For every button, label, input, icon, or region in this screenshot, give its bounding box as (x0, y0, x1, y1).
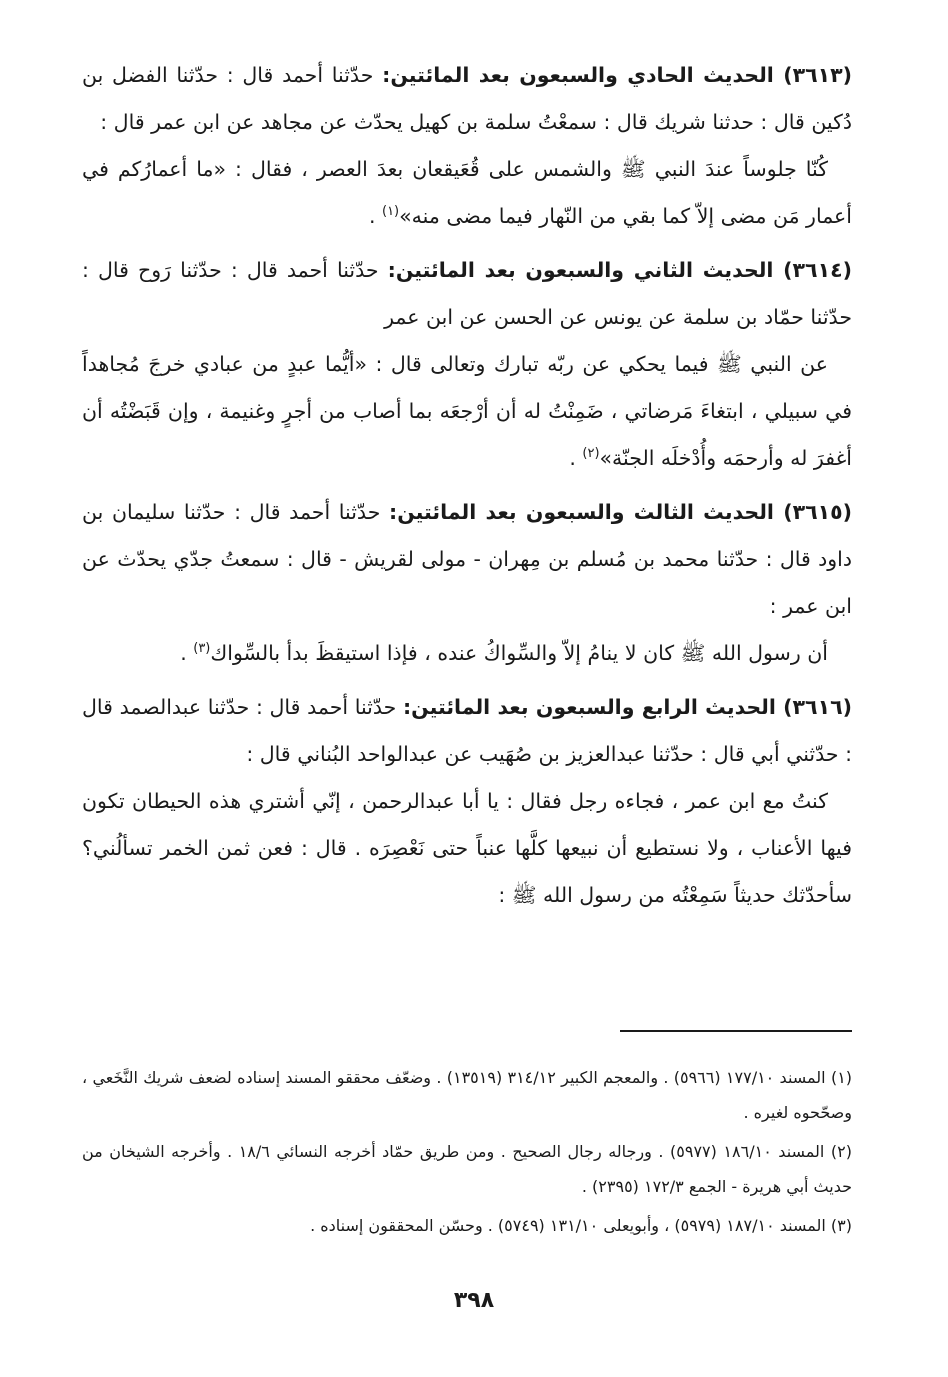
footnote-3 (82, 1208, 852, 1243)
footnote-number: (٢) (830, 1142, 853, 1161)
page-body (82, 52, 852, 926)
hadith-matn-text-2: عن النبي ﷺ فيما يحكي عن ربّه تبارك وتعالى قال : «أيُّما عبدٍ من عبادي خرجَ مُجاهداً في سبيلي ، ابتغاءَ مَرضاتي ، ضَمِنْتُ له أن أرْجعَه بما أصاب من أجرٍ وغنيمة ، وإن قَبَضْتُه أن أغفرَ له وأرحمَه وأُدْخلَه الجنّة» (82, 352, 852, 470)
hadith-matn-text-4: كنتُ مع ابن عمر ، فجاءه رجل فقال : يا أبا عبدالرحمن ، إنّي أشتري هذه الحيطان تكون فيها الأعناب ، ولا نستطيع أن نبيعها كلَّها عنباً حتى نَعْصِرَه . قال : فعن ثمن الخمر تسألُني؟ سأحدّثك حديثاً سَمِعْتُه من رسول الله ﷺ : (82, 789, 852, 907)
hadith-isnad-text-2: حدّثنا أحمد قال : حدّثنا رَوح قال : حدّثنا حمّاد بن سلمة عن يونس عن الحسن عن ابن عمر (82, 258, 852, 329)
hadith-isnad-text-3: حدّثنا أحمد قال : حدّثنا سليمان بن داود قال : حدّثنا محمد بن مُسلم بن مِهران - مولى لقريش - قال : سمعتُ جدّي يحدّث عن ابن عمر : (82, 500, 852, 618)
hadith-matn-3: أن رسول الله ﷺ كان لا ينامُ إلاّ والسِّواكُ عنده ، فإذا استيقظَ بدأ بالسِّواك$^{(٣)}$ . (180, 641, 828, 665)
page-number: ٣٩٨ (453, 1288, 495, 1313)
footnote-number: (٣) (830, 1216, 852, 1235)
hadith-number-1: ٣٦١٣ (792, 63, 843, 87)
hadith-matn-text-1: كُنّا جلوساً عندَ النبي ﷺ والشمس على قُعَيقعان بعدَ العصر ، فقال : «ما أعمارُكم في أعمار مَن مضى إلاّ كما بقي من النّهار فيما مضى منه» (82, 157, 852, 228)
footnote-ref-3[interactable]: (٣) (193, 641, 211, 657)
hadith-number-3: ٣٦١٥ (792, 500, 843, 524)
hadith-number-2: ٣٦١٤ (792, 258, 843, 282)
footnote-ref-2[interactable]: (٢) (582, 446, 600, 462)
footnote-ref-1[interactable]: (١) (381, 204, 400, 220)
hadith-isnad-4 (82, 684, 852, 778)
hadith-isnad-2 (82, 247, 852, 341)
footnote-text: المسند ١٨٦/١٠ (٥٩٧٧) . ورجاله رجال الصحيح . ومن طريق حمّاد أخرجه النسائي ١٨/٦ . وأخرجه الشيخان من حديث أبي هريرة - الجمع ١٧٢/٣ (٢٣٩٥) . (82, 1142, 852, 1196)
hadith-matn-2: عن النبي ﷺ فيما يحكي عن ربّه تبارك وتعالى قال : «أيُّما عبدٍ من عبادي خرجَ مُجاهداً في سبيلي ، ابتغاءَ مَرضاتي ، ضَمِنْتُ له أن أرْجعَه بما أصاب من أجرٍ وغنيمة ، وإن قَبَضْتُه أن أغفرَ له وأرحمَه وأُدْخلَه الجنّة»$^{(٢)}$ . (82, 352, 852, 470)
hadith-matn-1: كُنّا جلوساً عندَ النبي ﷺ والشمس على قُعَيقعان بعدَ العصر ، فقال : «ما أعمارُكم في أعمار مَن مضى إلاّ كما بقي من النّهار فيما مضى منه»$^{(١)}$ . (82, 157, 852, 228)
hadith-heading-3: (٣٦١٥) الحديث الثالث والسبعون بعد المائتين: (389, 500, 852, 524)
footnote-1 (82, 1060, 852, 1130)
hadith-matn-4 (82, 778, 852, 919)
hadith-matn-text-3: أن رسول الله ﷺ كان لا ينامُ إلاّ والسِّواكُ عنده ، فإذا استيقظَ بدأ بالسِّواك (210, 641, 828, 665)
footnote-text: المسند ١٨٧/١٠ (٥٩٧٩) ، وأبويعلى ١٣١/١٠ (٥٧٤٩) . وحسّن المحققون إسناده . (310, 1216, 826, 1235)
hadith-isnad-3 (82, 489, 852, 630)
hadith-heading-2: (٣٦١٤) الحديث الثاني والسبعون بعد المائتين: (387, 258, 852, 282)
hadith-isnad-text-1: حدّثنا أحمد قال : حدّثنا الفضل بن دُكين قال : حدثنا شريك قال : سمعْتُ سلمة بن كهيل يحدّث عن مجاهد عن ابن عمر قال : (82, 63, 852, 134)
footnote-2 (82, 1134, 852, 1204)
hadith-isnad-1 (82, 52, 852, 146)
footnotes (82, 1060, 852, 1247)
footnote-text: المسند ١٧٧/١٠ (٥٩٦٦) . والمعجم الكبير ٣١٤/١٢ (١٣٥١٩) . وضعّف محققو المسند إسناده لضعف شريك النَّخَعي ، وصحّحوه لغيره . (82, 1068, 852, 1122)
hadith-heading-1: (٣٦١٣) الحديث الحادي والسبعون بعد المائتين: (382, 63, 852, 87)
footnote-number: (١) (830, 1068, 853, 1087)
hadith-number-4: ٣٦١٦ (792, 695, 843, 719)
hadith-heading-4: (٣٦١٦) الحديث الرابع والسبعون بعد المائتين: (402, 695, 852, 719)
footnote-divider (620, 1030, 852, 1032)
hadith-isnad-text-4: حدّثنا أحمد قال : حدّثنا عبدالصمد قال : حدّثني أبي قال : حدّثنا عبدالعزيز بن صُهَيب عن عبدالواحد البُناني قال : (82, 695, 852, 766)
